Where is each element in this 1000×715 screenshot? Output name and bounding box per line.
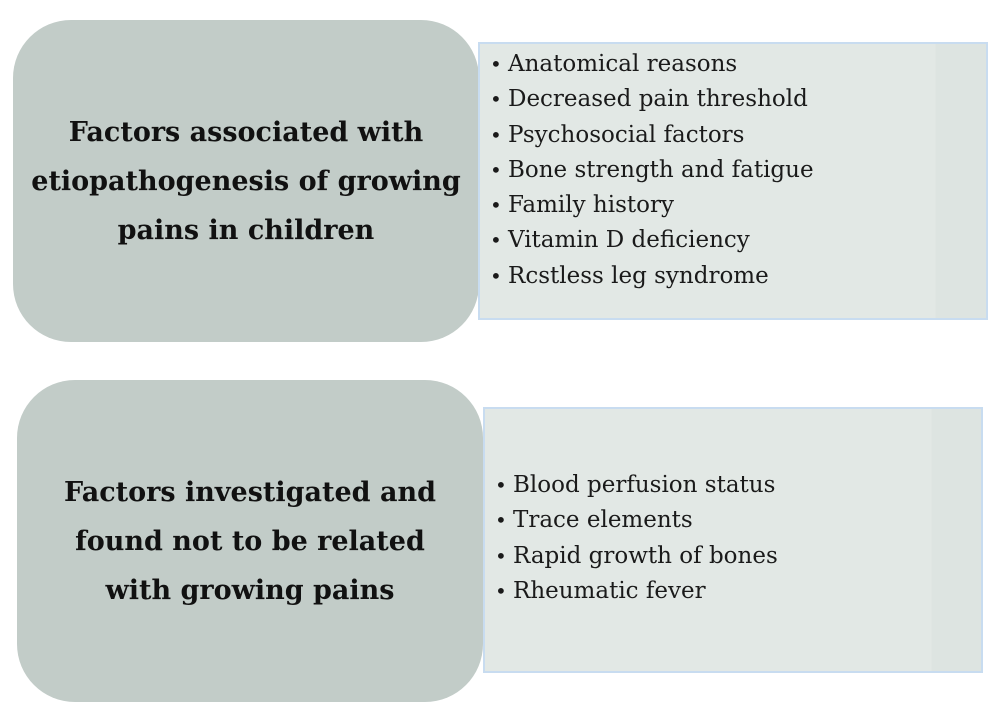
bullet-icon: • bbox=[490, 122, 502, 147]
list-item: • Family history bbox=[490, 188, 986, 223]
list-item: • Anatomical reasons bbox=[490, 47, 986, 82]
list-item: • Blood perfusion status bbox=[495, 468, 981, 503]
bullet-icon: • bbox=[495, 508, 507, 533]
list-item: • Bone strength and fatigue bbox=[490, 153, 986, 188]
unrelated-factors-list-panel bbox=[483, 407, 983, 673]
associated-factors-list bbox=[480, 47, 986, 294]
bullet-icon: • bbox=[495, 473, 507, 497]
associated-factors-title: Factors associated with etiopathogenesis of growing pains in children bbox=[31, 116, 461, 246]
unrelated-factors-title: Factors investigated and found not to be related with growing pains bbox=[64, 476, 436, 606]
list-item: • Rapid growth of bones bbox=[495, 539, 981, 574]
list-item: • Decreased pain threshold bbox=[490, 82, 986, 117]
bullet-icon: • bbox=[490, 263, 502, 288]
bullet-icon: • bbox=[490, 193, 502, 218]
unrelated-factors-list bbox=[485, 468, 981, 609]
bullet-icon: • bbox=[495, 578, 507, 603]
list-item: • Vitamin D deficiency bbox=[490, 223, 986, 258]
unrelated-factors-title-box bbox=[17, 380, 483, 702]
bullet-icon: • bbox=[490, 228, 502, 253]
list-item: • Trace elements bbox=[495, 503, 981, 538]
bullet-icon: • bbox=[490, 87, 502, 112]
bullet-icon: • bbox=[490, 52, 502, 76]
list-item: • Rheumatic fever bbox=[495, 574, 981, 609]
associated-factors-list-panel bbox=[478, 42, 988, 320]
list-item: • Rcstless leg syndrome bbox=[490, 259, 986, 294]
bullet-icon: • bbox=[490, 157, 502, 182]
bullet-icon: • bbox=[495, 543, 507, 568]
associated-factors-title-box bbox=[13, 20, 479, 342]
list-item: • Psychosocial factors bbox=[490, 118, 986, 153]
